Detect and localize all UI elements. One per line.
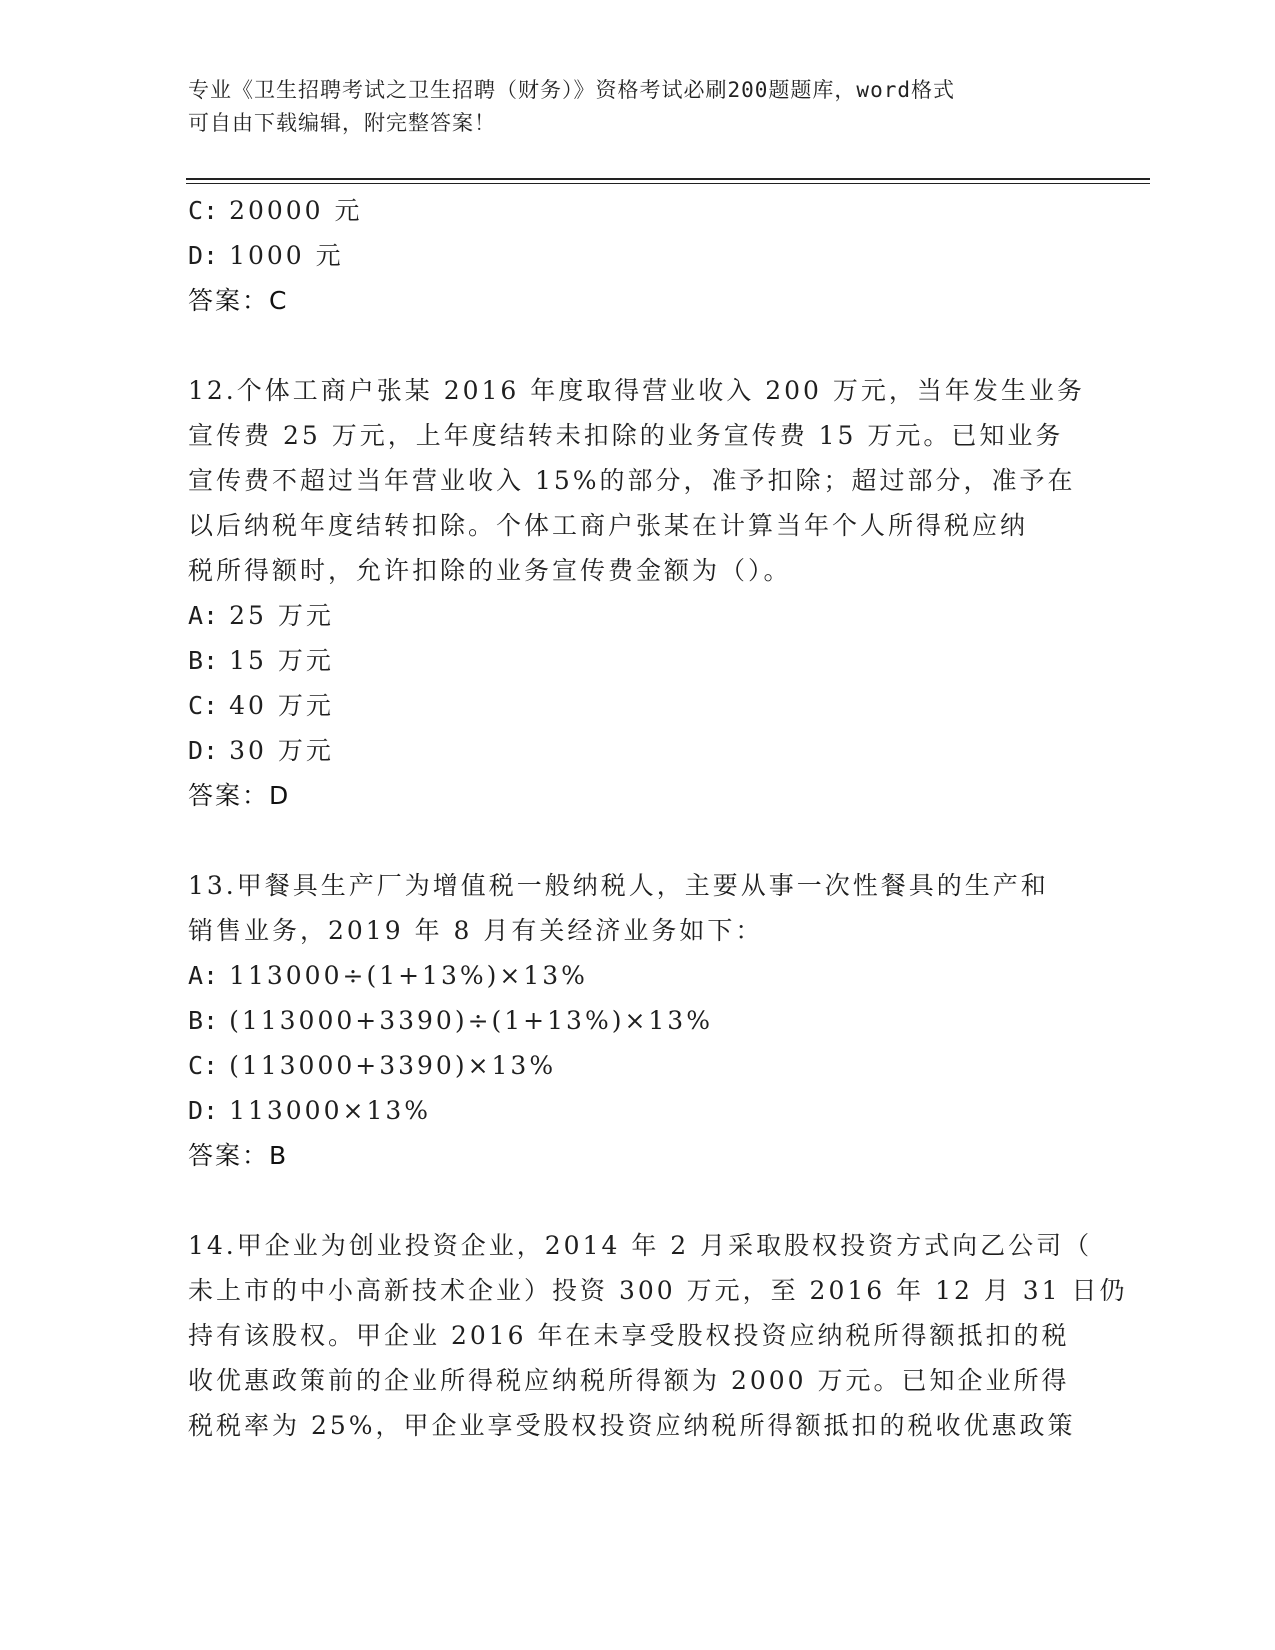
option-text: 1000 元 <box>229 241 344 270</box>
option-letter: A: <box>188 961 219 990</box>
question-text-line: 销售业务，2019 年 8 月有关经济业务如下： <box>188 916 764 945</box>
option-letter: C: <box>188 196 219 225</box>
question-12 <box>188 368 1088 818</box>
question-text-line: 税税率为 25%，甲企业享受股权投资应纳税所得额抵扣的税收优惠政策 <box>188 1411 1076 1440</box>
header-title-line-1: 专业《卫生招聘考试之卫生招聘（财务）》资格考试必刷200题题库，word格式 <box>188 78 955 102</box>
question-text-line: 收优惠政策前的企业所得税应纳税所得额为 2000 万元。已知企业所得 <box>188 1366 1070 1395</box>
option-text: 113000÷(1+13%)×13% <box>229 961 588 990</box>
option-letter: D: <box>188 1096 219 1125</box>
option-letter: B: <box>188 646 219 675</box>
question-text-line: 13.甲餐具生产厂为增值税一般纳税人，主要从事一次性餐具的生产和 <box>188 871 1049 900</box>
question-text-line: 宣传费不超过当年营业收入 15%的部分，准予扣除；超过部分，准予在 <box>188 466 1076 495</box>
option-text: 15 万元 <box>229 646 334 675</box>
option-letter: C: <box>188 691 219 720</box>
option-c <box>188 1043 1088 1088</box>
option-letter: D: <box>188 241 219 270</box>
option-b <box>188 638 1088 683</box>
option-text: 20000 元 <box>229 196 363 225</box>
option-c <box>188 683 1088 728</box>
option-letter: C: <box>188 1051 219 1080</box>
header-divider <box>186 178 1150 180</box>
prev-question-block <box>188 188 1088 323</box>
option-text: 30 万元 <box>229 736 334 765</box>
option-text: (113000+3390)×13% <box>229 1051 557 1080</box>
option-d <box>188 1088 1088 1133</box>
option-text: (113000+3390)÷(1+13%)×13% <box>229 1006 713 1035</box>
question-text-line: 宣传费 25 万元，上年度结转未扣除的业务宣传费 15 万元。已知业务 <box>188 421 1064 450</box>
answer-line: 答案：D <box>188 781 291 810</box>
option-letter: A: <box>188 601 219 630</box>
document-body <box>188 188 1128 1448</box>
option-a <box>188 953 1088 998</box>
question-text-line: 12.个体工商户张某 2016 年度取得营业收入 200 万元，当年发生业务 <box>188 376 1085 405</box>
question-13 <box>188 863 1088 1178</box>
option-b <box>188 998 1088 1043</box>
page-header <box>188 74 1068 140</box>
option-d <box>188 233 1088 278</box>
spacer <box>188 323 1088 368</box>
option-text: 113000×13% <box>229 1096 432 1125</box>
header-title-line-2: 可自由下载编辑，附完整答案！ <box>188 111 496 135</box>
spacer <box>188 1178 1088 1223</box>
option-c <box>188 188 1088 233</box>
option-letter: D: <box>188 736 219 765</box>
question-14 <box>188 1223 1128 1448</box>
option-text: 40 万元 <box>229 691 334 720</box>
option-d <box>188 728 1088 773</box>
header-divider-thin <box>186 183 1150 184</box>
option-letter: B: <box>188 1006 219 1035</box>
question-text-line: 以后纳税年度结转扣除。个体工商户张某在计算当年个人所得税应纳 <box>188 511 1029 540</box>
question-text-line: 税所得额时，允许扣除的业务宣传费金额为（）。 <box>188 556 792 585</box>
answer-line: 答案：C <box>188 286 289 315</box>
option-text: 25 万元 <box>229 601 334 630</box>
answer-line: 答案：B <box>188 1141 289 1170</box>
spacer <box>188 818 1088 863</box>
option-a <box>188 593 1088 638</box>
question-text-line: 14.甲企业为创业投资企业，2014 年 2 月采取股权投资方式向乙公司（ <box>188 1231 1093 1260</box>
question-text-line: 未上市的中小高新技术企业）投资 300 万元，至 2016 年 12 月 31 日仍 <box>188 1276 1128 1305</box>
question-text-line: 持有该股权。甲企业 2016 年在未享受股权投资应纳税所得额抵扣的税 <box>188 1321 1070 1350</box>
